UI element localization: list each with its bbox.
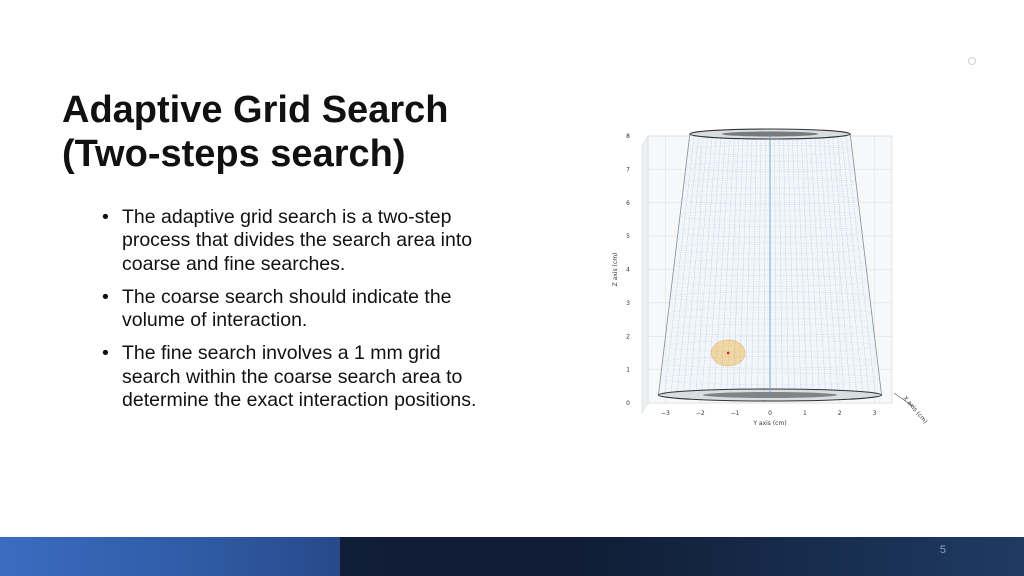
- z-axis-title: Z axis (cm): [612, 252, 619, 287]
- z-tick-label: 4: [626, 266, 630, 274]
- z-tick-label: 2: [626, 333, 630, 341]
- x-tick-label: 3: [872, 410, 877, 417]
- x-tick-label: 2: [837, 410, 842, 417]
- x-tick-label: −3: [660, 410, 670, 417]
- z-tick-label: 8: [626, 133, 630, 140]
- slide-title: [62, 88, 542, 176]
- bullet-item: • The fine search involves a 1 mm grid search within the coarse search area to determine the exact interaction positions.: [100, 342, 500, 412]
- x-axis-title: X axis (cm): [901, 394, 929, 426]
- x-tick-label: 0: [768, 410, 772, 417]
- bullet-item: • The coarse search should indicate the volume of interaction.: [100, 286, 500, 333]
- footer-bar: [0, 537, 1024, 576]
- x-tick-label: −2: [695, 410, 705, 417]
- z-tick-label: 5: [626, 233, 630, 241]
- page-number: 5: [939, 544, 946, 556]
- slide-title-line-2: (Two-steps search): [62, 133, 406, 175]
- side-pane: [642, 136, 648, 413]
- x-tick-label: 1: [802, 410, 807, 417]
- y-axis-title: Y axis (cm): [753, 420, 787, 427]
- x-tick-label: −1: [730, 410, 740, 417]
- corner-circle-mark: [968, 57, 976, 65]
- interaction-point: [727, 352, 730, 355]
- bullet-list: [100, 206, 500, 422]
- z-tick-label: 6: [626, 199, 630, 207]
- slide-title-line-1: Adaptive Grid Search: [62, 89, 449, 131]
- bullet-item: • The adaptive grid search is a two-step process that divides the search area into coarse and fine searches.: [100, 206, 500, 276]
- search-volume-mesh: [658, 129, 881, 401]
- footer-accent: [0, 537, 340, 576]
- z-tick-label: 0: [626, 400, 630, 407]
- grid-search-3d-plot: [606, 122, 936, 432]
- z-tick-label: 3: [626, 299, 630, 307]
- z-tick-label: 1: [626, 366, 630, 374]
- z-tick-label: 7: [626, 166, 630, 174]
